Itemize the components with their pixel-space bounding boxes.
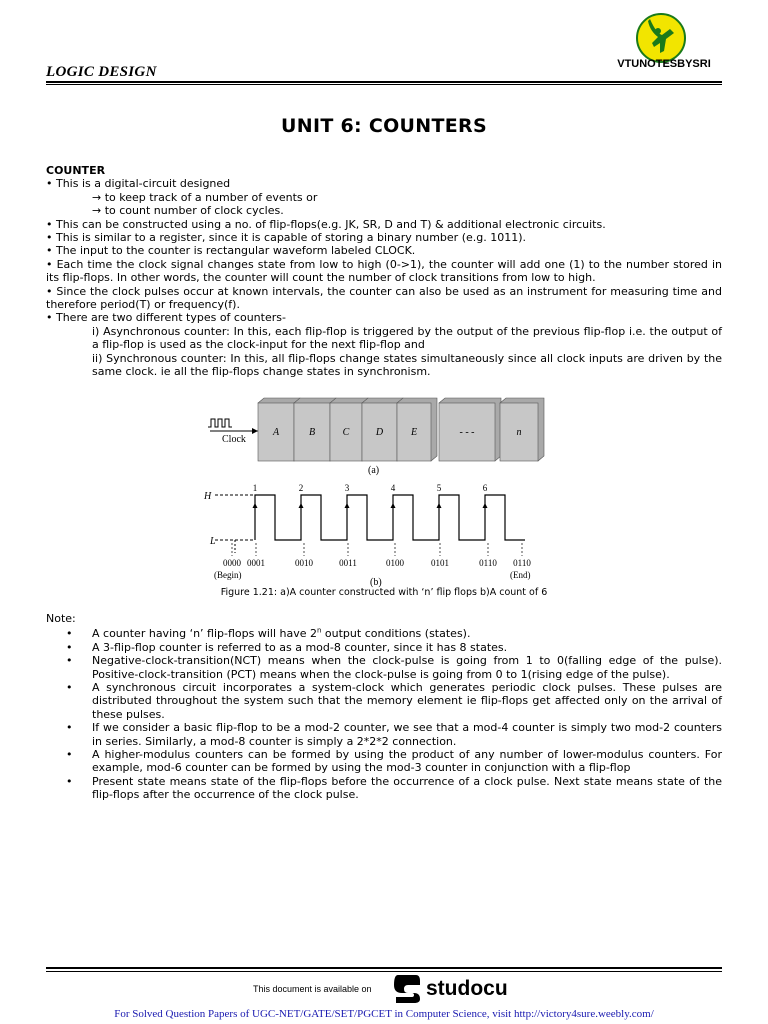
flip-flop-label: n: [516, 427, 522, 438]
paragraph-line: → to keep track of a number of events or: [92, 190, 318, 204]
footer-rule-thin: [46, 971, 722, 972]
count-label: 0110: [479, 558, 497, 568]
count-label: 0101: [431, 558, 449, 568]
clock-waveform-icon: [208, 419, 232, 427]
page-title: UNIT 6: COUNTERS: [281, 115, 487, 137]
studocu-logo[interactable]: [392, 972, 508, 1006]
note-item: • Negative-clock-transition(NCT) means when the clock-pulse is going from 1 to 0(falling edge of the pulse). Positive-clock-transition (PCT) means when the clock-pulse is going from 0 to 1(rising edge of the pulse).: [46, 654, 722, 681]
pulse-number: 4: [390, 483, 396, 493]
count-label: 0000: [223, 558, 241, 568]
paragraph-line: • This is similar to a register, since it is capable of storing a binary number (e.g. 1011).: [46, 231, 527, 245]
counter-figure: [200, 393, 550, 593]
flip-flop-label: C: [342, 427, 350, 438]
flip-flop-label: D: [375, 427, 384, 438]
paragraph-line: • The input to the counter is rectangular waveform labeled CLOCK.: [46, 244, 416, 258]
label-a: (a): [368, 465, 380, 476]
notes-section: [46, 612, 722, 802]
note-item: • Present state means state of the flip-flops before the occurrence of a clock pulse. Next state means state of the flip-flops after the occurrence of the clock pulse.: [46, 775, 722, 802]
flip-flop-label: - - -: [459, 427, 475, 438]
footer-link-line[interactable]: For Solved Question Papers of UGC-NET/GATE/SET/PGCET in Computer Science, visit http://victory4sure.weebly.com/: [114, 1008, 654, 1020]
note-item: • A 3-flip-flop counter is referred to as a mod-8 counter, since it has 8 states.: [46, 641, 722, 654]
clock-label: Clock: [222, 434, 246, 445]
section-heading: COUNTER: [46, 164, 106, 177]
count-label: 0011: [339, 558, 357, 568]
paragraph-line: • Each time the clock signal changes state from low to high (0->1), the counter will add one (1) to the number stored in its flip-flops. In other words, the counter will count the number of clock transitions from low to high.: [46, 257, 722, 285]
count-label: 0010: [295, 558, 313, 568]
pulse-number: 3: [344, 483, 350, 493]
count-label: 0100: [386, 558, 404, 568]
low-level-label: L: [210, 536, 216, 547]
flip-flop-label: A: [272, 427, 280, 438]
note-item: • If we consider a basic flip-flop to be a mod-2 counter, we see that a mod-4 counter is simply two mod-2 counters in series. Similarly, a mod-8 counter is simply a 2*2*2 connection.: [46, 721, 722, 748]
paragraph-line: i) Asynchronous counter: In this, each flip-flop is triggered by the output of the previous flip-flop i.e. the output of a flip-flop is used as the clock-input for the next flip-flop and: [92, 324, 722, 352]
header-rule-thin: [46, 84, 722, 85]
pulse-number: 5: [436, 483, 442, 493]
logo-text: VTUNOTESBYSRI: [617, 58, 711, 70]
pulse-number: 1: [252, 483, 258, 493]
header-rule: [46, 81, 722, 83]
paragraph-line: • This can be constructed using a no. of flip-flops(e.g. JK, SR, D and T) & additional electronic circuits.: [46, 217, 606, 231]
notes-label: Note:: [46, 612, 76, 625]
count-label: 0001: [247, 558, 265, 568]
paragraph-line: • Since the clock pulses occur at known intervals, the counter can also be used as an instrument for measuring time and therefore period(T) or frequency(f).: [46, 284, 722, 312]
count-label: 0110: [513, 558, 531, 568]
counter-section: [46, 164, 722, 379]
begin-label: (Begin): [214, 570, 242, 580]
paragraph-line: • This is a digital-circuit designed: [46, 177, 231, 191]
notes-list: [46, 627, 722, 801]
pulse-number: 2: [298, 483, 304, 493]
pulse-train: [223, 483, 531, 568]
note-item: • A counter having ‘n’ flip-flops will have 2$^n$ output conditions (states).: [46, 627, 722, 640]
paragraph-line: • There are two different types of counters-: [46, 311, 286, 325]
high-level-label: H: [204, 491, 212, 502]
flip-flop-label: E: [410, 427, 418, 438]
flip-flop-blocks: [258, 398, 544, 461]
paragraph-line: → to count number of clock cycles.: [92, 204, 284, 218]
climber-logo-icon: [636, 13, 686, 63]
label-b: (b): [370, 577, 382, 588]
clock-pulse-waveform: [255, 495, 525, 540]
studocu-wordmark: studocu: [426, 977, 508, 1000]
footer-rule: [46, 967, 722, 969]
flip-flop-label: B: [308, 427, 316, 438]
studocu-s-icon: [392, 973, 422, 1005]
availability-note: This document is available on: [253, 984, 372, 994]
pulse-number: 6: [482, 483, 488, 493]
note-item: • A synchronous circuit incorporates a system-clock which generates periodic clock pulses. These pulses are distributed throughout the system such that the memory element ie flip-flops get affected only on the arrival of these pulses.: [46, 681, 722, 721]
header-title: LOGIC DESIGN: [46, 64, 157, 80]
figure-caption: Figure 1.21: a)A counter constructed with ‘n’ flip flops b)A count of 6: [220, 587, 548, 598]
note-item: • A higher-modulus counters can be formed by using the product of any number of lower-modulus counters. For example, mod-6 counter can be formed by using the mod-3 counter in conjunction with a flip-flop: [46, 748, 722, 775]
paragraph-line: ii) Synchronous counter: In this, all flip-flops change states simultaneously since all clock inputs are driven by the same clock. ie all the flip-flops change states in synchronism.: [92, 351, 722, 379]
end-label: (End): [510, 570, 531, 580]
